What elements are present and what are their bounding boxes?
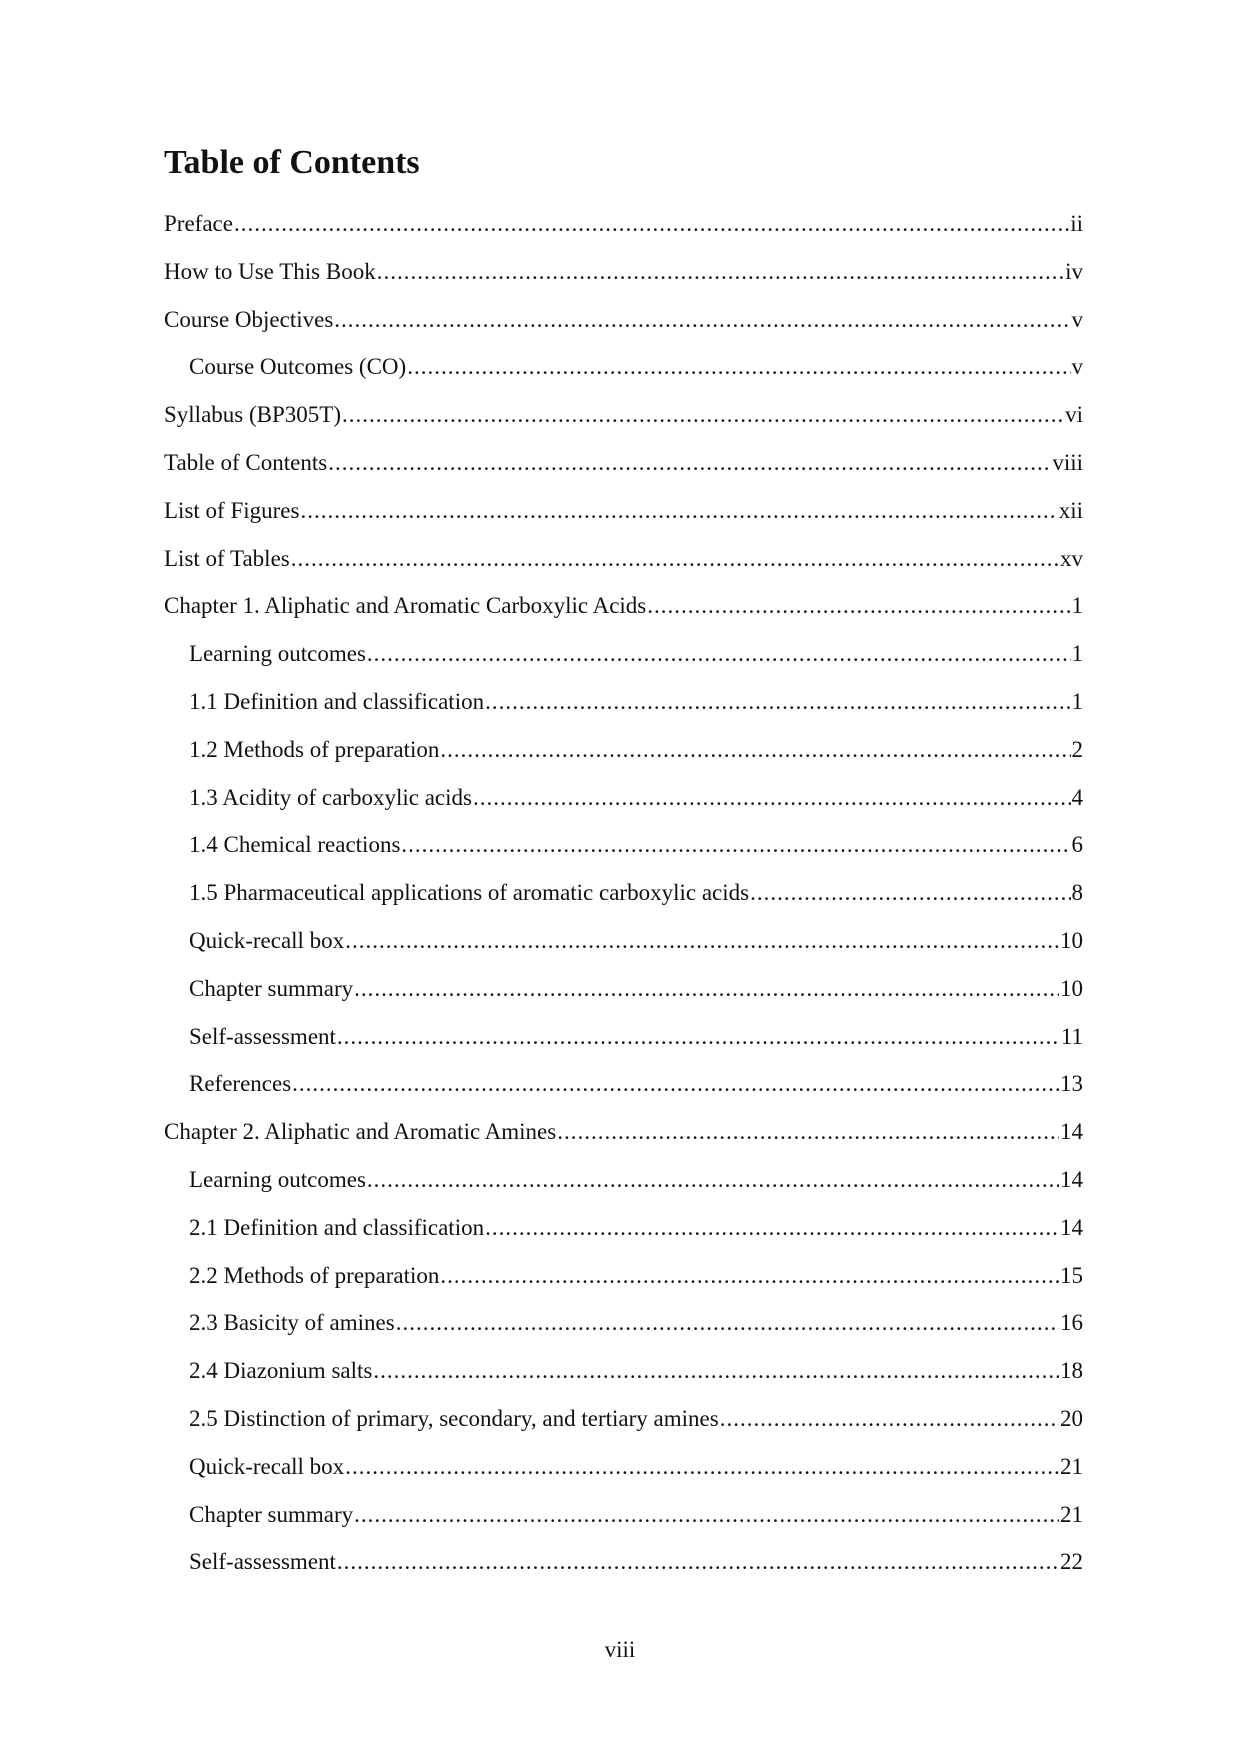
toc-entry-label: 2.1 Definition and classification — [189, 1214, 485, 1240]
toc-entry-label: Quick-recall box — [189, 1453, 345, 1479]
toc-dot-leader — [647, 589, 1070, 623]
toc-entry[interactable] — [164, 733, 1083, 781]
toc-entry[interactable] — [164, 1402, 1083, 1450]
toc-entry-page: 13 — [1060, 1071, 1083, 1097]
toc-entry-label: Course Objectives — [164, 306, 334, 332]
toc-entry[interactable] — [164, 303, 1083, 351]
toc-entry[interactable] — [164, 1545, 1083, 1593]
toc-entry-label: List of Tables — [164, 545, 290, 571]
toc-entry-page: 15 — [1060, 1262, 1083, 1288]
toc-dot-leader — [473, 781, 1071, 815]
toc-entry[interactable] — [164, 1498, 1083, 1546]
toc-entry-page: v — [1071, 306, 1083, 332]
toc-dot-leader — [345, 924, 1059, 958]
toc-entry[interactable] — [164, 1259, 1083, 1307]
page-title: Table of Contents — [164, 144, 420, 181]
toc-entry-page: 4 — [1071, 784, 1083, 810]
toc-entry[interactable] — [164, 589, 1083, 637]
toc-entry-label: Chapter summary — [189, 975, 354, 1001]
toc-entry-page: xv — [1060, 545, 1083, 571]
toc-dot-leader — [300, 494, 1057, 528]
toc-entry[interactable] — [164, 542, 1083, 590]
toc-entry-label: Table of Contents — [164, 449, 328, 475]
toc-entry-page: 14 — [1060, 1214, 1083, 1240]
toc-entry[interactable] — [164, 1354, 1083, 1402]
toc-entry[interactable] — [164, 781, 1083, 829]
toc-entry-label: List of Figures — [164, 497, 300, 523]
toc-entry-page: 10 — [1060, 927, 1083, 953]
toc-dot-leader — [401, 828, 1070, 862]
toc-dot-leader — [337, 1545, 1059, 1579]
toc-entry-label: 1.3 Acidity of carboxylic acids — [189, 784, 472, 810]
toc-entry[interactable] — [164, 1020, 1083, 1068]
toc-entry-page: 11 — [1060, 1023, 1083, 1049]
toc-entry-label: Quick-recall box — [189, 927, 345, 953]
toc-dot-leader — [334, 303, 1070, 337]
toc-entry[interactable] — [164, 972, 1083, 1020]
toc-entry-label: 1.2 Methods of preparation — [189, 736, 440, 762]
toc-entry-label: 1.4 Chemical reactions — [189, 832, 401, 858]
toc-dot-leader — [234, 207, 1069, 241]
toc-entry[interactable] — [164, 1067, 1083, 1115]
toc-dot-leader — [407, 350, 1070, 384]
toc-entry-label: Self-assessment — [189, 1549, 336, 1575]
toc-entry[interactable] — [164, 350, 1083, 398]
toc-entry-label: 1.1 Definition and classification — [189, 688, 485, 714]
toc-entry[interactable] — [164, 446, 1083, 494]
toc-entry-page: 18 — [1060, 1358, 1083, 1384]
toc-entry[interactable] — [164, 1163, 1083, 1211]
toc-entry[interactable] — [164, 924, 1083, 972]
toc-entry[interactable] — [164, 494, 1083, 542]
toc-entry-page: 10 — [1060, 975, 1083, 1001]
toc-entry-label: Chapter 1. Aliphatic and Aromatic Carboxylic Acids — [164, 593, 647, 619]
toc-entry-label: Course Outcomes (CO) — [189, 354, 407, 380]
toc-entry-page: 21 — [1060, 1453, 1083, 1479]
toc-entry-label: Preface — [164, 211, 233, 236]
toc-entry-page: viii — [1052, 449, 1083, 475]
toc-entry-page: 8 — [1071, 880, 1083, 906]
toc-dot-leader — [750, 876, 1070, 910]
toc-dot-leader — [367, 637, 1071, 671]
toc-entry-page: xii — [1058, 497, 1083, 523]
toc-entry-label: Chapter summary — [189, 1501, 354, 1527]
page-number: viii — [604, 1637, 636, 1662]
toc-dot-leader — [440, 733, 1070, 767]
toc-dot-leader — [485, 1211, 1059, 1245]
toc-dot-leader — [373, 1354, 1059, 1388]
toc-entry-label: Learning outcomes — [189, 641, 366, 667]
toc-entry-page: 22 — [1060, 1549, 1083, 1575]
toc-entry-label: Self-assessment — [189, 1023, 336, 1049]
toc-dot-leader — [291, 542, 1059, 576]
toc-entry-page: 16 — [1060, 1310, 1083, 1336]
toc-entry-page: 1 — [1071, 593, 1083, 619]
toc-entry[interactable] — [164, 398, 1083, 446]
toc-entry-page: 14 — [1060, 1166, 1083, 1192]
toc-entry-label: Learning outcomes — [189, 1166, 366, 1192]
toc-entry-page: 14 — [1060, 1119, 1083, 1145]
toc-entry-label: Chapter 2. Aliphatic and Aromatic Amines — [164, 1119, 557, 1145]
toc-entry[interactable] — [164, 1450, 1083, 1498]
toc-dot-leader — [342, 398, 1064, 432]
toc-dot-leader — [440, 1259, 1059, 1293]
toc-entry[interactable] — [164, 1115, 1083, 1163]
toc-entry-label: 1.5 Pharmaceutical applications of aromatic carboxylic acids — [189, 880, 750, 906]
toc-entry[interactable] — [164, 1306, 1083, 1354]
toc-entry-label: Syllabus (BP305T) — [164, 402, 341, 428]
toc-entry[interactable] — [164, 828, 1083, 876]
toc-dot-leader — [354, 1498, 1059, 1532]
toc-entry-label: How to Use This Book — [164, 258, 376, 284]
toc-entry-page: 2 — [1071, 736, 1083, 762]
toc-entry[interactable] — [164, 207, 1083, 255]
toc-entry[interactable] — [164, 255, 1083, 303]
toc-entry[interactable] — [164, 637, 1083, 685]
toc-entry-page: 6 — [1071, 832, 1083, 858]
toc-entry-label: References — [189, 1071, 292, 1097]
toc-entry-page: vi — [1065, 402, 1083, 428]
toc-list — [164, 207, 1083, 1593]
toc-entry-page: 20 — [1060, 1405, 1083, 1431]
toc-dot-leader — [367, 1163, 1059, 1197]
toc-dot-leader — [337, 1020, 1060, 1054]
toc-dot-leader — [720, 1402, 1059, 1436]
toc-entry-page: iv — [1065, 258, 1083, 284]
toc-dot-leader — [328, 446, 1051, 480]
toc-entry-page: ii — [1070, 211, 1083, 236]
toc-entry-page: 21 — [1060, 1501, 1083, 1527]
toc-entry-page: 1 — [1071, 641, 1083, 667]
toc-dot-leader — [354, 972, 1059, 1006]
toc-entry-label: 2.4 Diazonium salts — [189, 1358, 373, 1384]
toc-entry[interactable] — [164, 876, 1083, 924]
toc-entry-label: 2.3 Basicity of amines — [189, 1310, 395, 1336]
toc-dot-leader — [292, 1067, 1059, 1101]
toc-entry[interactable] — [164, 685, 1083, 733]
toc-dot-leader — [345, 1450, 1059, 1484]
toc-dot-leader — [396, 1306, 1059, 1340]
toc-dot-leader — [485, 685, 1070, 719]
toc-entry-label: 2.2 Methods of preparation — [189, 1262, 440, 1288]
toc-dot-leader — [377, 255, 1064, 289]
toc-entry-page: v — [1071, 354, 1083, 380]
toc-entry-label: 2.5 Distinction of primary, secondary, and tertiary amines — [189, 1405, 719, 1431]
toc-dot-leader — [557, 1115, 1059, 1149]
toc-entry-page: 1 — [1071, 688, 1083, 714]
toc-entry[interactable] — [164, 1211, 1083, 1259]
